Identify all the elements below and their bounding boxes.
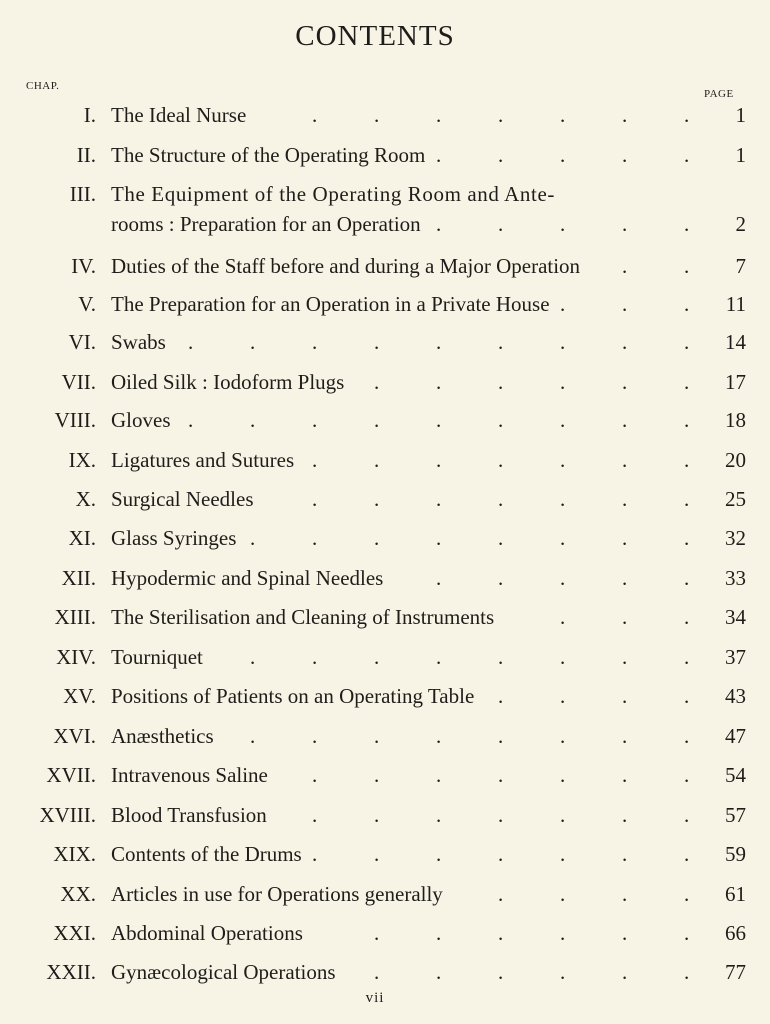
leader-dot: . bbox=[374, 803, 380, 827]
leader-dot: . bbox=[560, 330, 566, 354]
leader-dot: . bbox=[374, 763, 380, 787]
chapter-number: XVI. bbox=[53, 724, 96, 748]
chapter-title: The Preparation for an Operation in a Private House bbox=[111, 292, 550, 316]
chapter-title: Hypodermic and Spinal Needles bbox=[111, 566, 384, 590]
page-number: 59 bbox=[725, 842, 746, 866]
leader-dot: . bbox=[312, 526, 318, 550]
toc-entry[interactable] bbox=[0, 921, 770, 951]
chapter-number: XIV. bbox=[56, 645, 96, 669]
page-number: 1 bbox=[735, 143, 746, 167]
leader-dot: . bbox=[622, 212, 628, 236]
leader-dot: . bbox=[622, 842, 628, 866]
chapter-number: I. bbox=[83, 103, 96, 127]
leader-dot: . bbox=[684, 103, 690, 127]
leader-dot: . bbox=[622, 645, 628, 669]
toc-entry[interactable] bbox=[0, 526, 770, 556]
leader-dot: . bbox=[622, 921, 628, 945]
leader-dot: . bbox=[498, 566, 504, 590]
leader-dot: . bbox=[622, 526, 628, 550]
page-number: 11 bbox=[725, 292, 746, 316]
page-number: 20 bbox=[725, 448, 746, 472]
leader-dot: . bbox=[498, 408, 504, 432]
leader-dot: . bbox=[622, 448, 628, 472]
leader-dot: . bbox=[436, 842, 442, 866]
leader-dot: . bbox=[560, 921, 566, 945]
chapter-number: XX. bbox=[60, 882, 96, 906]
leader-dot: . bbox=[498, 103, 504, 127]
chapter-column-header: CHAP. bbox=[26, 80, 60, 92]
leader-dot: . bbox=[560, 408, 566, 432]
page-number: 37 bbox=[725, 645, 746, 669]
leader-dot: . bbox=[498, 882, 504, 906]
chapter-title: Tourniquet bbox=[111, 645, 203, 669]
page-number: 7 bbox=[735, 254, 746, 278]
leader-dot: . bbox=[436, 143, 442, 167]
leader-dot: . bbox=[374, 330, 380, 354]
leader-dot: . bbox=[498, 763, 504, 787]
leader-dot: . bbox=[560, 882, 566, 906]
chapter-title-continued: rooms : Preparation for an Operation bbox=[111, 212, 421, 236]
leader-dot: . bbox=[684, 724, 690, 748]
leader-dot: . bbox=[436, 645, 442, 669]
chapter-number: XIII. bbox=[54, 605, 96, 629]
leader-dot: . bbox=[684, 763, 690, 787]
leader-dot: . bbox=[374, 921, 380, 945]
leader-dot: . bbox=[622, 684, 628, 708]
page-number: 77 bbox=[725, 960, 746, 984]
leader-dot: . bbox=[312, 487, 318, 511]
leader-dot: . bbox=[188, 330, 194, 354]
leader-dot: . bbox=[374, 526, 380, 550]
leader-dot: . bbox=[684, 684, 690, 708]
chapter-title: Gloves bbox=[111, 408, 171, 432]
leader-dot: . bbox=[312, 408, 318, 432]
chapter-title: Intravenous Saline bbox=[111, 763, 268, 787]
leader-dot: . bbox=[684, 566, 690, 590]
leader-dot: . bbox=[622, 408, 628, 432]
leader-dot: . bbox=[560, 605, 566, 629]
leader-dot: . bbox=[684, 605, 690, 629]
chapter-number: VI. bbox=[68, 330, 96, 354]
leader-dot: . bbox=[560, 448, 566, 472]
leader-dot: . bbox=[684, 370, 690, 394]
chapter-number: IX. bbox=[68, 448, 96, 472]
leader-dot: . bbox=[684, 330, 690, 354]
chapter-title: Ligatures and Sutures bbox=[111, 448, 295, 472]
leader-dot: . bbox=[312, 803, 318, 827]
chapter-title: Articles in use for Operations generally bbox=[111, 882, 443, 906]
chapter-title: Contents of the Drums bbox=[111, 842, 302, 866]
leader-dot: . bbox=[622, 330, 628, 354]
chapter-title: The Sterilisation and Cleaning of Instruments bbox=[111, 605, 495, 629]
leader-dot: . bbox=[560, 684, 566, 708]
leader-dot: . bbox=[312, 448, 318, 472]
leader-dot: . bbox=[312, 842, 318, 866]
leader-dot: . bbox=[374, 487, 380, 511]
leader-dot: . bbox=[498, 921, 504, 945]
leader-dot: . bbox=[622, 370, 628, 394]
chapter-title: Surgical Needles bbox=[111, 487, 254, 511]
leader-dot: . bbox=[312, 103, 318, 127]
leader-dot: . bbox=[684, 254, 690, 278]
chapter-number: X. bbox=[75, 487, 96, 511]
leader-dot: . bbox=[684, 803, 690, 827]
leader-dot: . bbox=[498, 526, 504, 550]
leader-dot: . bbox=[374, 842, 380, 866]
chapter-number: XVII. bbox=[46, 763, 96, 787]
chapter-number: XXI. bbox=[53, 921, 96, 945]
toc-entry[interactable] bbox=[0, 408, 770, 438]
page-number: 66 bbox=[725, 921, 746, 945]
leader-dot: . bbox=[436, 724, 442, 748]
leader-dot: . bbox=[498, 684, 504, 708]
toc-entry[interactable] bbox=[0, 330, 770, 360]
chapter-title: Anæsthetics bbox=[111, 724, 214, 748]
leader-dot: . bbox=[498, 960, 504, 984]
leader-dot: . bbox=[684, 408, 690, 432]
page-number: 57 bbox=[725, 803, 746, 827]
leader-dot: . bbox=[436, 448, 442, 472]
toc-entry[interactable] bbox=[0, 960, 770, 990]
leader-dot: . bbox=[684, 143, 690, 167]
leader-dot: . bbox=[498, 143, 504, 167]
leader-dot: . bbox=[498, 487, 504, 511]
toc-entry[interactable] bbox=[0, 605, 770, 635]
leader-dot: . bbox=[560, 487, 566, 511]
leader-dot: . bbox=[312, 330, 318, 354]
leader-dot: . bbox=[622, 882, 628, 906]
leader-dot: . bbox=[498, 330, 504, 354]
chapter-title: The Equipment of the Operating Room and Ante- bbox=[111, 182, 555, 206]
toc-entry[interactable] bbox=[0, 566, 770, 596]
leader-dot: . bbox=[374, 370, 380, 394]
leader-dot: . bbox=[684, 487, 690, 511]
chapter-number: XI. bbox=[68, 526, 96, 550]
leader-dot: . bbox=[684, 882, 690, 906]
leader-dot: . bbox=[684, 645, 690, 669]
toc-entry[interactable] bbox=[0, 143, 770, 173]
leader-dot: . bbox=[622, 254, 628, 278]
page-number: 2 bbox=[735, 212, 746, 236]
leader-dot: . bbox=[560, 526, 566, 550]
chapter-number: III. bbox=[69, 182, 96, 206]
toc-entry[interactable] bbox=[0, 882, 770, 912]
leader-dot: . bbox=[436, 212, 442, 236]
leader-dot: . bbox=[436, 921, 442, 945]
leader-dot: . bbox=[560, 960, 566, 984]
leader-dot: . bbox=[250, 645, 256, 669]
toc-entry[interactable] bbox=[0, 842, 770, 872]
leader-dot: . bbox=[622, 292, 628, 316]
leader-dot: . bbox=[312, 763, 318, 787]
leader-dot: . bbox=[684, 960, 690, 984]
page-column-header: PAGE bbox=[704, 88, 734, 100]
page-number: 43 bbox=[725, 684, 746, 708]
toc-entry[interactable] bbox=[0, 645, 770, 675]
toc-entry[interactable] bbox=[0, 803, 770, 833]
toc-entry[interactable] bbox=[0, 182, 770, 236]
leader-dot: . bbox=[374, 408, 380, 432]
chapter-number: VIII. bbox=[54, 408, 96, 432]
leader-dot: . bbox=[560, 143, 566, 167]
page-number: 33 bbox=[725, 566, 746, 590]
chapter-title: Gynæcological Operations bbox=[111, 960, 336, 984]
leader-dot: . bbox=[560, 645, 566, 669]
leader-dot: . bbox=[498, 803, 504, 827]
leader-dot: . bbox=[560, 803, 566, 827]
leader-dot: . bbox=[684, 842, 690, 866]
toc-entry[interactable] bbox=[0, 448, 770, 478]
chapter-number: XXII. bbox=[46, 960, 96, 984]
chapter-number: V. bbox=[78, 292, 96, 316]
leader-dot: . bbox=[250, 330, 256, 354]
page-number: 25 bbox=[725, 487, 746, 511]
toc-entry[interactable] bbox=[0, 370, 770, 400]
leader-dot: . bbox=[498, 842, 504, 866]
page-number: 18 bbox=[725, 408, 746, 432]
chapter-title: The Structure of the Operating Room bbox=[111, 143, 426, 167]
leader-dot: . bbox=[374, 103, 380, 127]
leader-dot: . bbox=[684, 292, 690, 316]
leader-dot: . bbox=[560, 724, 566, 748]
toc-entry[interactable] bbox=[0, 292, 770, 322]
leader-dot: . bbox=[498, 212, 504, 236]
toc-entry[interactable] bbox=[0, 103, 770, 133]
leader-dot: . bbox=[622, 103, 628, 127]
leader-dot: . bbox=[560, 292, 566, 316]
leader-dot: . bbox=[498, 724, 504, 748]
chapter-title: Glass Syringes bbox=[111, 526, 237, 550]
toc-entry[interactable] bbox=[0, 254, 770, 284]
leader-dot: . bbox=[622, 960, 628, 984]
leader-dot: . bbox=[560, 370, 566, 394]
leader-dot: . bbox=[560, 103, 566, 127]
page-number: 54 bbox=[725, 763, 746, 787]
chapter-number: XVIII. bbox=[39, 803, 96, 827]
leader-dot: . bbox=[560, 212, 566, 236]
leader-dot: . bbox=[436, 763, 442, 787]
leader-dot: . bbox=[374, 960, 380, 984]
page-number: 17 bbox=[725, 370, 746, 394]
leader-dot: . bbox=[436, 103, 442, 127]
page-number: 47 bbox=[725, 724, 746, 748]
toc-entry[interactable] bbox=[0, 724, 770, 754]
leader-dot: . bbox=[498, 448, 504, 472]
leader-dot: . bbox=[684, 921, 690, 945]
leader-dot: . bbox=[684, 448, 690, 472]
leader-dot: . bbox=[374, 724, 380, 748]
page-folio: vii bbox=[365, 990, 385, 1006]
page-number: 32 bbox=[725, 526, 746, 550]
leader-dot: . bbox=[312, 645, 318, 669]
leader-dot: . bbox=[684, 526, 690, 550]
leader-dot: . bbox=[622, 566, 628, 590]
leader-dot: . bbox=[374, 645, 380, 669]
page-number: 14 bbox=[725, 330, 746, 354]
leader-dot: . bbox=[436, 566, 442, 590]
leader-dot: . bbox=[436, 803, 442, 827]
chapter-title: Duties of the Staff before and during a Major Operation bbox=[111, 254, 581, 278]
leader-dot: . bbox=[560, 566, 566, 590]
leader-dot: . bbox=[250, 724, 256, 748]
chapter-title: Swabs bbox=[111, 330, 166, 354]
page-number: 61 bbox=[725, 882, 746, 906]
leader-dot: . bbox=[436, 330, 442, 354]
leader-dot: . bbox=[374, 448, 380, 472]
toc-entry[interactable] bbox=[0, 487, 770, 517]
leader-dot: . bbox=[312, 724, 318, 748]
leader-dot: . bbox=[436, 487, 442, 511]
chapter-number: XIX. bbox=[53, 842, 96, 866]
toc-entry[interactable] bbox=[0, 763, 770, 793]
chapter-number: IV. bbox=[71, 254, 96, 278]
page-number: 1 bbox=[735, 103, 746, 127]
chapter-number: XII. bbox=[61, 566, 96, 590]
leader-dot: . bbox=[436, 408, 442, 432]
leader-dot: . bbox=[188, 408, 194, 432]
chapter-number: VII. bbox=[61, 370, 96, 394]
chapter-title: The Ideal Nurse bbox=[111, 103, 247, 127]
page-title: CONTENTS bbox=[295, 20, 455, 52]
leader-dot: . bbox=[436, 370, 442, 394]
leader-dot: . bbox=[560, 842, 566, 866]
leader-dot: . bbox=[560, 763, 566, 787]
leader-dot: . bbox=[498, 645, 504, 669]
page-number: 34 bbox=[725, 605, 746, 629]
leader-dot: . bbox=[436, 526, 442, 550]
chapter-title: Abdominal Operations bbox=[111, 921, 303, 945]
leader-dot: . bbox=[622, 605, 628, 629]
chapter-number: XV. bbox=[63, 684, 96, 708]
leader-dot: . bbox=[622, 724, 628, 748]
leader-dot: . bbox=[684, 212, 690, 236]
leader-dot: . bbox=[622, 803, 628, 827]
chapter-number: II. bbox=[76, 143, 96, 167]
chapter-title: Blood Transfusion bbox=[111, 803, 267, 827]
leader-dot: . bbox=[622, 763, 628, 787]
chapter-title: Oiled Silk : Iodoform Plugs bbox=[111, 370, 345, 394]
leader-dot: . bbox=[436, 960, 442, 984]
leader-dot: . bbox=[250, 526, 256, 550]
leader-dot: . bbox=[622, 487, 628, 511]
leader-dot: . bbox=[498, 370, 504, 394]
chapter-title: Positions of Patients on an Operating Table bbox=[111, 684, 475, 708]
leader-dot: . bbox=[250, 408, 256, 432]
leader-dot: . bbox=[622, 143, 628, 167]
toc-entry[interactable] bbox=[0, 684, 770, 714]
